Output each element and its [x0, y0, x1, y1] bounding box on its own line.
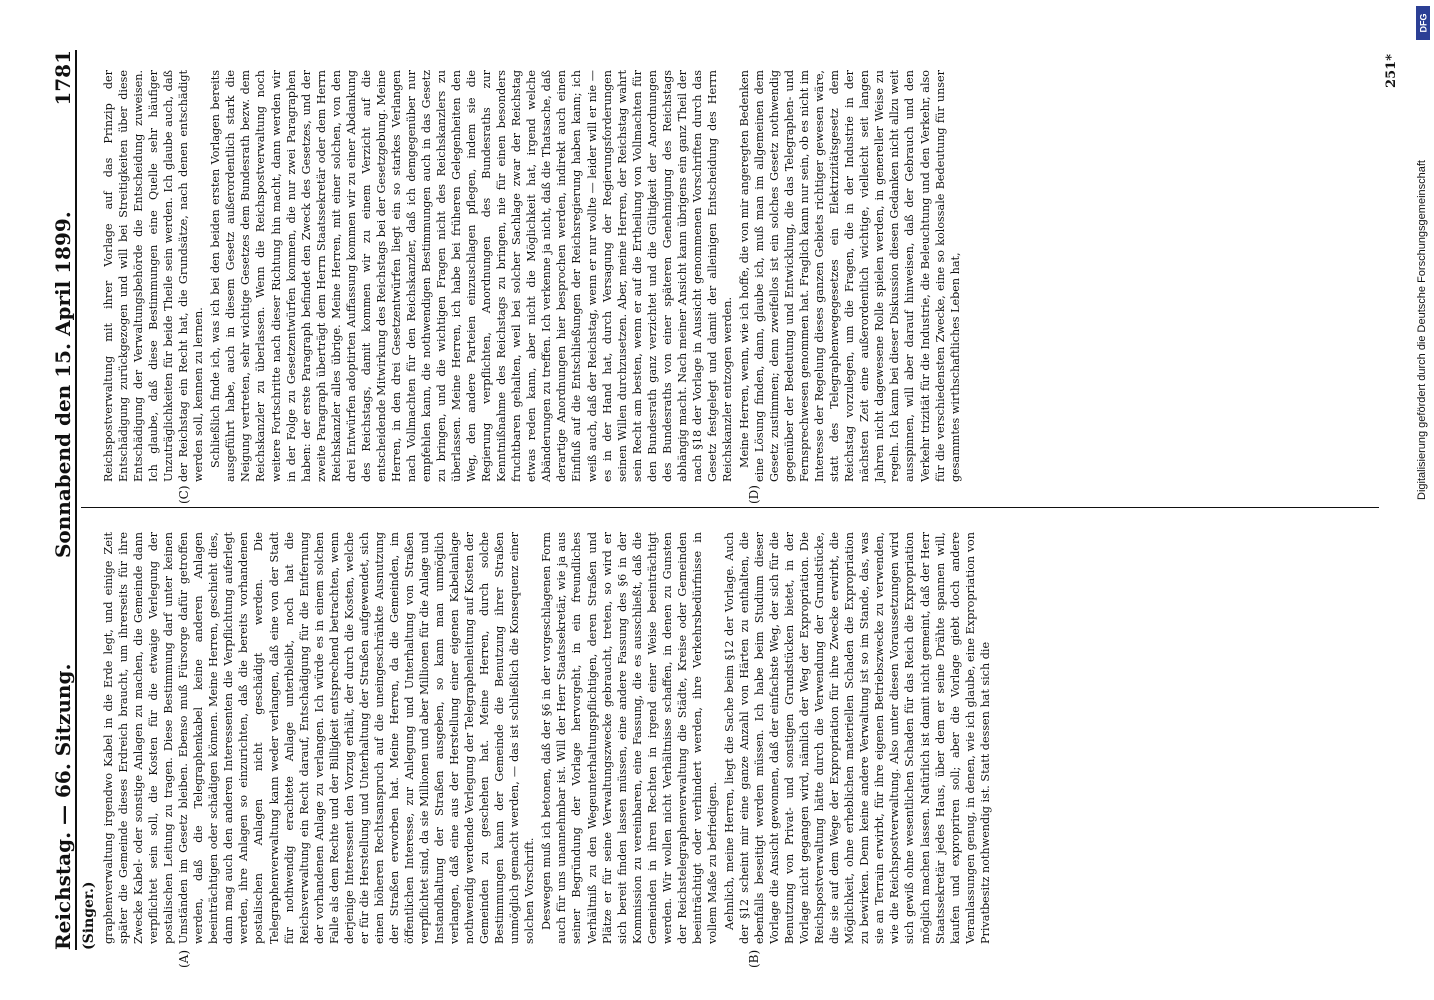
dfg-logo: DFG — [1416, 6, 1430, 40]
header-center: Sonnabend den 15. April 1899. — [51, 211, 75, 559]
marker-b: (B) — [747, 949, 761, 968]
rotated-page — [27, 30, 1407, 970]
speaker-name: (Singer.) — [81, 881, 97, 950]
left-column — [101, 532, 1379, 944]
page-header — [35, 50, 77, 950]
paragraph: Meine Herren, wenn, wie ich hoffe, die von mir angeregten Bedenken eine Lösung finden, dann, glaube ich, muß man im allgemeinen dem Gesetz zustimmen; denn zweifellos ist ein solches Gesetz nothwendig gegenüber der Bedeutung und Entwicklung, die das Telegraphen- und Fernsprechwesen genommen hat. Fraglich kann nur sein, ob es nicht im Interesse der Regelung dieses ganzen Gebiets richtiger gewesen wäre, statt des Telegraphenwegegesetzes ein Elektrizitätsgesetz dem Reichstag vorzulegen, um die Fragen, die in der Industrie in der nächsten Zeit eine außerordentlich wichtige, vielleicht seit langen Jahren nicht dagewesene Rolle spielen werden, in genereller Weise zu regeln. Ich kann bei dieser Diskussion diesen Gedanken nicht allzu weit ausspinnen, will aber darauf hinweisen, daß der Gebrauch und den Verkehr trizität für die Industrie, die Beleuchtung und den Verkehr, also für die verschiedensten Zwecke, eine so kolossale Bedeutung für unser gesammtes wirthschaftliches Leben hat, — [737, 70, 962, 482]
marker-d: (D) — [747, 485, 761, 504]
marker-c: (C) — [177, 485, 191, 504]
paragraph: graphenverwaltung irgendwo Kabel in die Erde legt, und einige Zeit später die Gemeinde dieses Erdreich braucht, um ihrerseits für ihre Zwecke Kabel- oder sonstige Anlagen zu machen, die Gemeinde dann verpflichtet sein soll, die Kosten für die etwaige Verlegung der postalischen Leitung zu tragen. Diese Bestimmung darf unter keinen Umständen im Gesetz bleiben. Ebenso muß Fürsorge dafür getroffen werden, daß die Telegraphenkabel keine anderen Anlagen beeinträchtigen oder schädigen können. Meine Herren, geschieht dies, dann mag auch den anderen Interessenten die Verpflichtung auferlegt werden, ihre Anlagen so einzurichten, daß die bereits vorhandenen postalischen Anlagen nicht geschädigt werden. Die Telegraphenverwaltung kann weder verlangen, daß eine von der Stadt für nothwendig erachtete Anlage unterbleibt, noch hat die Reichsverwaltung ein Recht darauf, Entschädigung für die Entfernung der vorhandenen Anlage zu verlangen. Ich würde es in einem solchen Falle als dem Rechte und der Billigkeit entsprechend betrachten, wenn derjenige Interessent den Vorzug erhält, der durch die Kosten, welche er für die Herstellung und Unterhaltung der Straßen aufgewendet, sich einen höheren Rechtsanspruch auf die uneingeschränkte Ausnutzung der Straßen erworben hat. Meine Herren, da die Gemeinden, im öffentlichen Interesse, zur Anlegung und Unterhaltung von Straßen verpflichtet sind, da sie Millionen und aber Millionen für die Anlage und Instandhaltung der Straßen ausgeben, so kann man unmöglich verlangen, daß eine aus der Herstellung einer eigenen Kabelanlage nothwendig werdende Verlegung der Telegraphenleitung auf Kosten der Gemeinden zu geschehen hat. Meine Herren, durch solche Bestimmungen kann der Gemeinde die Benutzung ihrer Straßen unmöglich gemacht werden, — das ist schließlich die Konsequenz einer solchen Vorschrift. — [102, 532, 537, 944]
paragraph: Reichspostverwaltung mit ihrer Vorlage auf das Prinzip der Entschädigung zurückgezogen und will bei Streitigkeiten über diese Entschädigung der Verwaltungsbehörde die Entscheidung zuweisen. Ich glaube, daß diese Bestimmungen eine Quelle sehr häufiger Unzuträglichkeiten für beide Theile sein werden. Ich glaube auch, daß der Reichstag ein Recht hat, die Grundsätze, nach denen entschädigt werden soll, kennen zu lernen. — [102, 70, 206, 482]
paragraph: Schließlich finde ich, was ich bei den beiden ersten Vorlagen bereits ausgeführt habe, auch in diesem Gesetz außerordentlich stark die Neigung vertreten, sehr wichtige Gesetzes dem Bundesrath bezw. dem Reichskanzler zu überlassen. Wenn die Reichspostverwaltung noch weitere Fortschritte nach dieser Richtung hin macht, dann werden wir in der Folge zu Gesetzentwürfen kommen, die nur zwei Paragraphen haben: der erste Paragraph befindet den Zweck des Gesetzes, und der zweite Paragraph überträgt dem Herrn Staatssekretär oder dem Herrn Reichskanzler alles übrige. Meine Herren, mit einer solchen, von den drei Entwürfen adoptirten Auffassung kommen wir zu einer Abdankung des Reichstags, damit kommen wir zu einem Verzicht auf die entscheidende Mitwirkung des Reichstags bei der Gesetzgebung. Meine Herren, in den drei Gesetzentwürfen liegt ein so starkes Verlangen nach Vollmachten für den Reichskanzler, daß ich demgegenüber nur empfehlen kann, die nothwendigen Bestimmungen auch in das Gesetz zu bringen, und die wichtigen Fragen nicht des Reichskanzlers zu überlassen. Meine Herren, ich habe bei früheren Gelegenheiten den Weg, den andere Parteien einzuschlagen pflegen, indem sie die Regierung verpflichten, Anordnungen des Bundesraths zur Kenntnißnahme des Reichstags zu bringen, nie für einen besonders fruchtbaren gehalten, weil bei solcher Sachlage zwar der Reichstag etwas reden kann, aber nicht die Möglichkeit hat, irgend welche Abänderungen zu treffen. Ich verkenne ja nicht, daß die Thatsache, daß derartige Anordnungen hier besprochen werden, indirekt auch einen Einfluß auf die Entschließungen der Reichsregierung haben kann; ich weiß auch, daß der Reichstag, wenn er nur wollte — leider will er nie — es in der Hand hat, durch Versagung der Regierungsforderungen seinen Willen durchzusetzen. Aber, meine Herren, der Reichstag wahrt sein Recht am besten, wenn er auf die Ertheilung von Vollmachten für den Bundesrath ganz verzichtet und die Gültigkeit der Anordnungen des Bundesraths von einer späteren Genehmigung des Reichstags abhängig macht. Nach meiner Ansicht kann übrigens ein ganz Theil der nach §18 der Vorlage in Aussicht genommenen Vorschriften durch das Gesetz festgelegt und damit der alleinigen Entscheidung des Herrn Reichskanzler entzogen werden. — [209, 70, 734, 482]
header-left: Reichstag. — 66. Sitzung. — [51, 663, 75, 950]
marker-a: (A) — [177, 949, 191, 968]
paragraph: Deswegen muß ich betonen, daß der §6 in der vorgeschlagenen Form auch für uns unannehmbar ist. Will der Herr Staatssekretär, wie ja aus seiner Begründung der Vorlage hervorgeht, in ein freundliches Verhältniß zu den Wegeunterhaltungspflichtigen, deren Straßen und Plätze er für seine Verwaltungszwecke gebraucht, treten, so wird er sich bereit finden lassen müssen, eine andere Fassung des §6 in der Kommission zu vereinbaren, eine Fassung, die es ausschließt, daß die Gemeinden in ihren Rechten in irgend einer Weise beeinträchtigt werden. Wir wollen nicht Verhältnisse schaffen, in denen zu Gunsten der Reichstelegraphenverwaltung die Städte, Kreise oder Gemeinden beeinträchtigt oder verhindert werden, ihre Verkehrsbedürfnisse in vollem Maße zu befriedigen. — [540, 532, 719, 944]
page-number: 1781 — [51, 50, 75, 106]
credit-strip — [1410, 0, 1434, 1000]
right-column — [101, 70, 1379, 482]
column-divider — [81, 507, 1379, 508]
signature-mark: 251* — [1384, 54, 1399, 88]
paragraph: Aehnlich, meine Herren, liegt die Sache beim §12 der Vorlage. Auch der §12 scheint mir eine ganze Anzahl von Härten zu enthalten, die ebenfalls beseitigt werden müssen. Ich habe beim Studium dieser Vorlage die Ansicht gewonnen, daß der einfachste Weg, der sich für die Benutzung von Privat- und sonstigen Grundstücken bietet, in der Vorlage nicht gegangen wird, nämlich der Weg der Expropriation. Die Reichspostverwaltung hätte durch die Verwendung der Grundstücke, die sie auf dem Wege der Expropriation für ihre Zwecke erwirbt, die Möglichkeit, ohne erheblichen materiellen Schaden die Expropriation zu bewirken. Denn keine andere Verwaltung ist so im Stande, das, was sie an Terrain erwirbt, für ihre eigenen Betriebszwecke zu verwenden, wie die Reichspostverwaltung. Also unter diesen Voraussetzungen wird sich gewiß ohne wesentlichen Schaden für das Reich die Expropriation möglich machen lassen. Natürlich ist damit nicht gemeint, daß der Herr Staatssekretär jedes Haus, über dem er seine Drähte spannen will, kaufen und expropriren soll; aber die Vorlage giebt doch andere Veranlassungen genug, in denen, wie ich glaube, eine Expropriation von Privatbesitz nothwendig ist. Statt dessen hat sich die — [722, 532, 992, 944]
credit-text: Digitalisierung gefördert durch die Deutsche Forschungsgemeinschaft — [1416, 160, 1428, 500]
